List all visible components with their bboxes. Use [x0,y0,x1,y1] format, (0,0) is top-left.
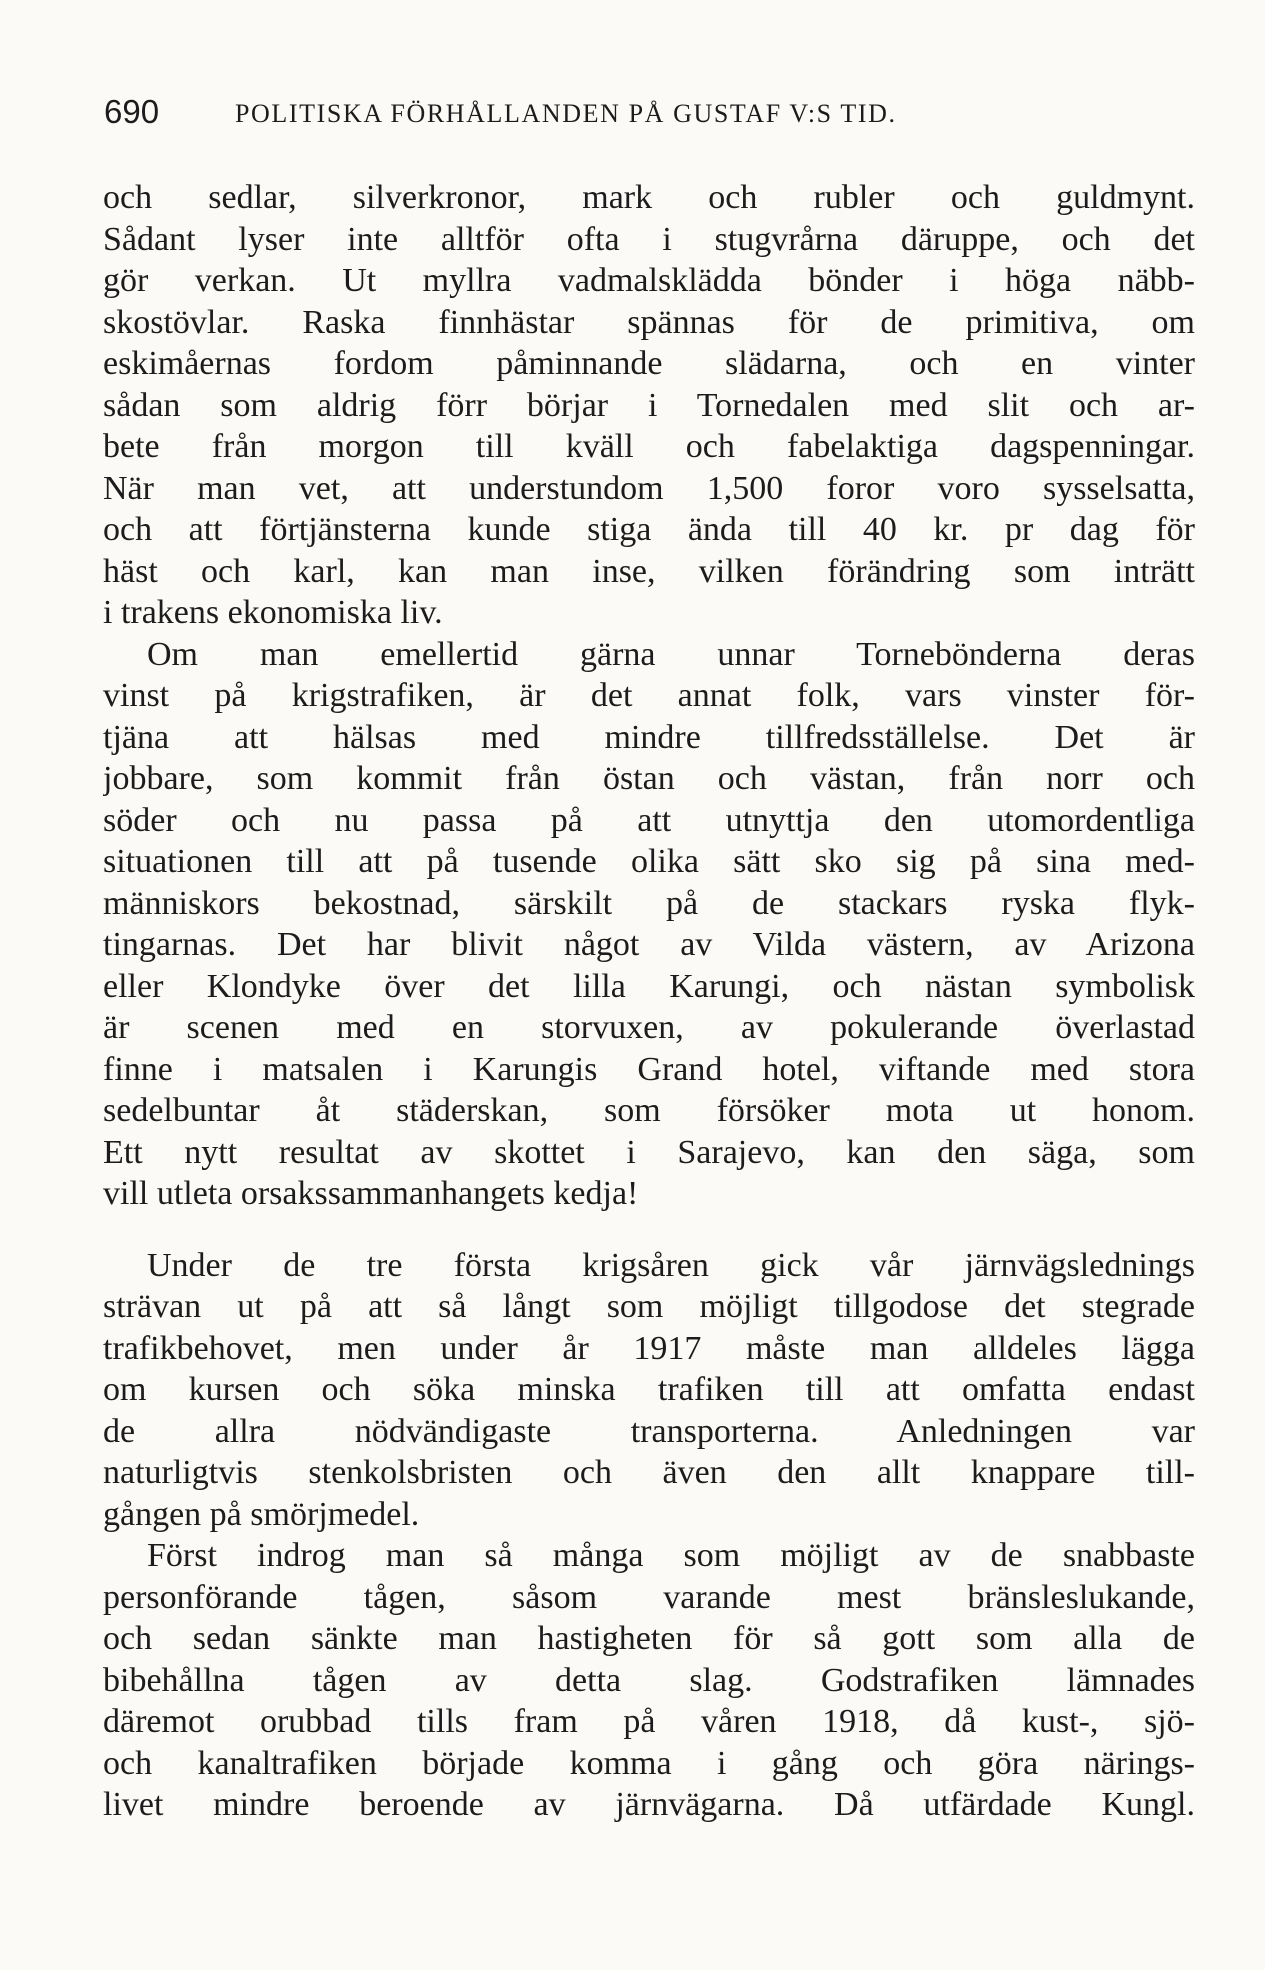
text-line: gången på smörjmedel. [103,1495,420,1533]
text-line: söder och nu passa på att utnyttja den utomordentliga [103,801,1195,839]
text-line: bibehållna tågen av detta slag. Godstrafiken lämnades [103,1661,1195,1699]
text-line: vill utleta orsakssammanhangets kedja! [103,1175,639,1212]
text-line: människors bekostnad, särskilt på de stackars ryska flyk- [103,884,1195,922]
text-line: vinst på krigstrafiken, är det annat folk, vars vinster för- [103,677,1195,714]
text-line: skostövlar. Raska finnhästar spännas för de primitiva, om [103,303,1195,341]
text-line: trafikbehovet, men under år 1917 måste man alldeles lägga [103,1329,1195,1367]
text-line: jobbare, som kommit från östan och västan, från norr och [103,760,1195,797]
text-line: Om man emellertid gärna unnar Tornebönderna deras [147,635,1195,673]
running-header [104,92,1104,132]
text-line: och kanaltrafiken började komma i gång och göra närings- [103,1744,1195,1782]
body-text [103,177,1195,1826]
text-line: Först indrog man så många som möjligt av de snabbaste [147,1537,1195,1574]
text-line: tjäna att hälsas med mindre tillfredsställelse. Det är [103,718,1195,756]
paragraph [103,1245,1195,1536]
paragraph [103,634,1195,1215]
text-line: Ett nytt resultat av skottet i Sarajevo, kan den säga, som [103,1133,1195,1171]
text-line: de allra nödvändigaste transporterna. Anledningen var [103,1412,1195,1450]
text-line: personförande tågen, såsom varande mest bränsleslukande, [103,1578,1195,1616]
text-line: däremot orubbad tills fram på våren 1918, då kust-, sjö- [103,1703,1195,1740]
text-line: bete från morgon till kväll och fabelaktiga dagspenningar. [103,428,1195,465]
text-line: eskimåernas fordom påminnande slädarna, och en vinter [103,345,1195,382]
text-line: tingarnas. Det har blivit något av Vilda västern, av Arizona [103,926,1195,963]
text-line: Sådant lyser inte alltför ofta i stugvrårna däruppe, och det [103,220,1195,258]
text-line: om kursen och söka minska trafiken till att omfatta endast [103,1371,1195,1408]
text-line: finne i matsalen i Karungis Grand hotel, viftande med stora [103,1050,1195,1088]
paragraph-gap [103,1215,1195,1245]
text-line: naturligtvis stenkolsbristen och även den allt knappare till- [103,1454,1195,1491]
text-line: livet mindre beroende av järnvägarna. Då utfärdade Kungl. [103,1786,1195,1823]
text-line: häst och karl, kan man inse, vilken förändring som inträtt [103,552,1195,590]
text-line: gör verkan. Ut myllra vadmalsklädda bönder i höga näbb- [103,262,1195,299]
text-line: situationen till att på tusende olika sätt sko sig på sina med- [103,843,1195,880]
text-line: sådan som aldrig förr börjar i Tornedalen med slit och ar- [103,386,1195,424]
text-line: är scenen med en storvuxen, av pokulerande överlastad [103,1009,1195,1046]
paragraph [103,1535,1195,1826]
running-title: POLITISKA FÖRHÅLLANDEN PÅ GUSTAF V:S TID. [235,99,897,128]
text-line: När man vet, att understundom 1,500 foror voro sysselsatta, [103,469,1195,507]
text-line: Under de tre första krigsåren gick vår järnvägslednings [147,1246,1195,1284]
paragraph [103,177,1195,634]
text-line: i trakens ekonomiska liv. [103,594,443,631]
text-line: sedelbuntar åt städerskan, som försöker mota ut honom. [103,1092,1195,1129]
page-number: 690 [104,93,160,130]
text-line: och sedan sänkte man hastigheten för så gott som alla de [103,1620,1195,1657]
text-line: och att förtjänsterna kunde stiga ända till 40 kr. pr dag för [103,511,1195,548]
text-line: strävan ut på att så långt som möjligt tillgodose det stegrade [103,1288,1195,1325]
text-line: och sedlar, silverkronor, mark och rubler och guldmynt. [103,179,1195,216]
text-line: eller Klondyke över det lilla Karungi, och nästan symbolisk [103,967,1195,1005]
